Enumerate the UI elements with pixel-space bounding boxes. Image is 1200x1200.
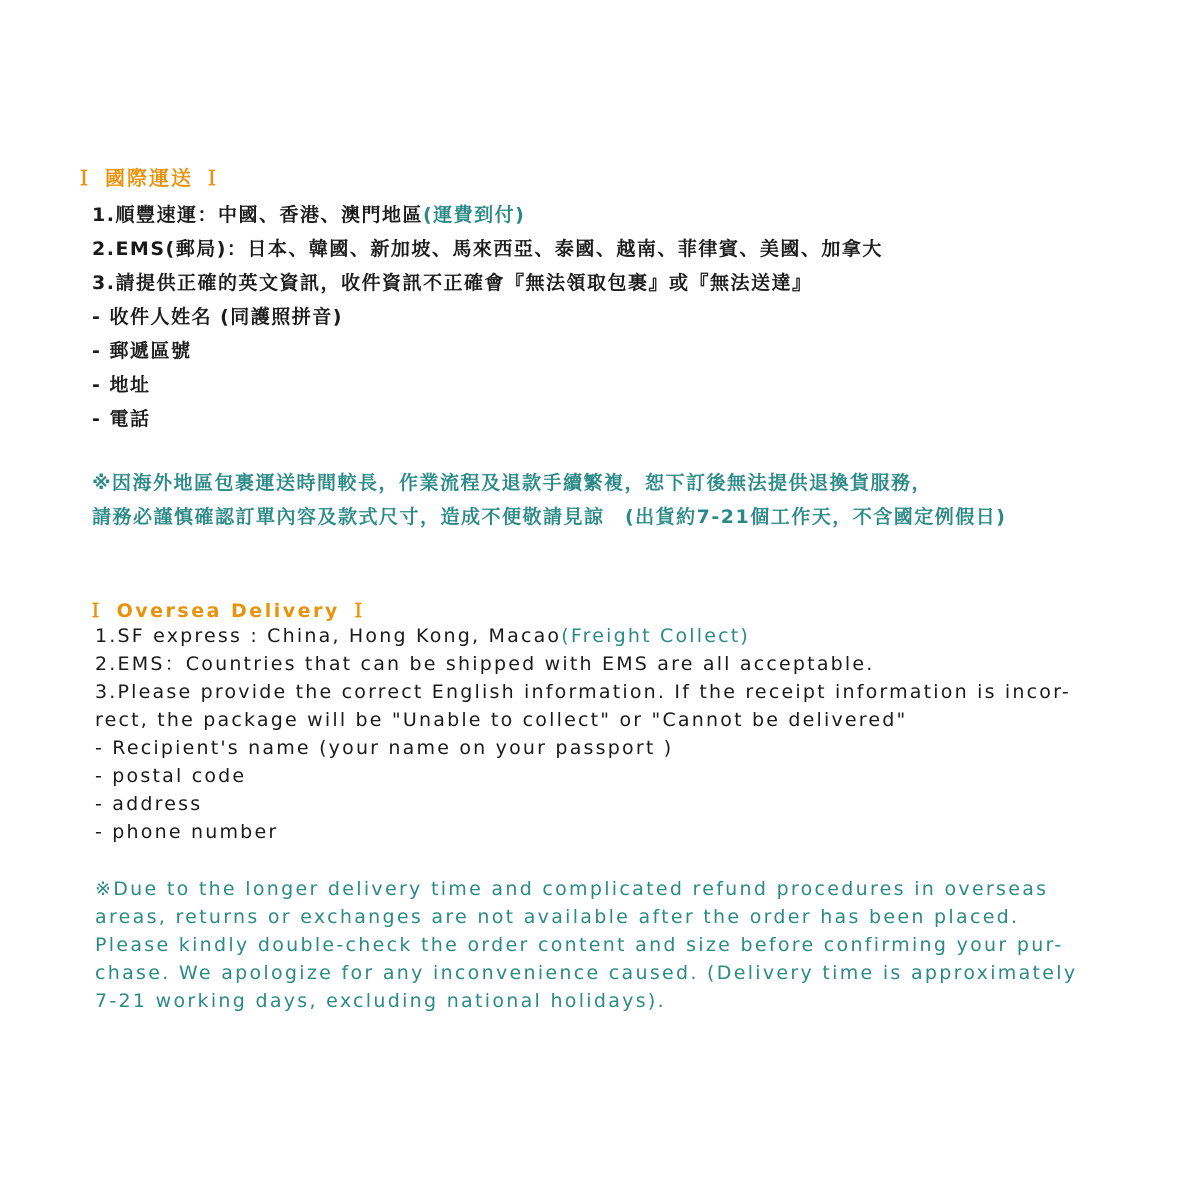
zh-line-english-info [92, 266, 883, 300]
en-line-postal-code: - postal code [95, 765, 247, 787]
en-line-ems: 2.EMS：Countries that can be shipped with EMS are all acceptable. [95, 653, 875, 675]
zh-line-postal-code [92, 334, 883, 368]
zh-line-text: - 收件人姓名 (同護照拼音) [92, 306, 343, 328]
en-freight-collect: (Freight Collect) [561, 625, 751, 647]
en-notice [95, 875, 1077, 1015]
zh-section-title: Ｉ 國際運送 Ｉ [74, 166, 224, 190]
en-line-address: - address [95, 793, 203, 815]
zh-line-text: 3.請提供正確的英文資訊，收件資訊不正確會『無法領取包裹』或『無法送達』 [92, 272, 813, 294]
zh-notice-line: 請務必謹慎確認訂單內容及款式尺寸，造成不便敬請見諒 (出貨約7-21個工作天，不含國定例假日) [92, 506, 1007, 528]
zh-notice [92, 466, 1006, 534]
zh-line-address [92, 368, 883, 402]
en-line-phone: - phone number [95, 821, 279, 843]
zh-line-text: - 郵遞區號 [92, 340, 192, 362]
en-notice-line: Please kindly double-check the order content and size before confirming your pur- [95, 934, 1064, 956]
en-notice-line: areas, returns or exchanges are not available after the order has been placed. [95, 906, 1020, 928]
en-section-title: Ｉ Oversea Delivery Ｉ [86, 600, 371, 622]
zh-line-phone [92, 402, 883, 436]
zh-shipping-info [92, 198, 883, 436]
zh-notice-line: ※因海外地區包裹運送時間較長，作業流程及退款手續繁複，恕下訂後無法提供退換貨服務， [92, 472, 932, 494]
zh-line-text: 2.EMS(郵局)：日本、韓國、新加坡、馬來西亞、泰國、越南、菲律賓、美國、加拿大 [92, 238, 883, 260]
en-notice-line: 7-21 working days, excluding national holidays). [95, 990, 666, 1012]
zh-line-ems [92, 232, 883, 266]
en-line-text: 1.SF express : China, Hong Kong, Macao [95, 625, 562, 647]
zh-line-text: - 電話 [92, 408, 151, 430]
en-line-sf-express [95, 622, 1071, 650]
en-notice-line: ※Due to the longer delivery time and complicated refund procedures in overseas [95, 878, 1049, 900]
zh-line-recipient-name [92, 300, 883, 334]
en-shipping-info [95, 622, 1071, 846]
en-line-recipient-name: - Recipient's name (your name on your passport ) [95, 737, 674, 759]
zh-line-text: - 地址 [92, 374, 151, 396]
en-line-english-info-cont: rect, the package will be "Unable to collect" or "Cannot be delivered" [95, 709, 908, 731]
en-line-english-info: 3.Please provide the correct English information. If the receipt information is incor- [95, 681, 1071, 703]
zh-freight-collect: (運費到付) [422, 204, 526, 226]
zh-line-text: 1.順豐速運：中國、香港、澳門地區 [92, 204, 423, 226]
en-notice-line: chase. We apologize for any inconvenience caused. (Delivery time is approximately [95, 962, 1078, 984]
zh-line-sf-express [92, 198, 883, 232]
